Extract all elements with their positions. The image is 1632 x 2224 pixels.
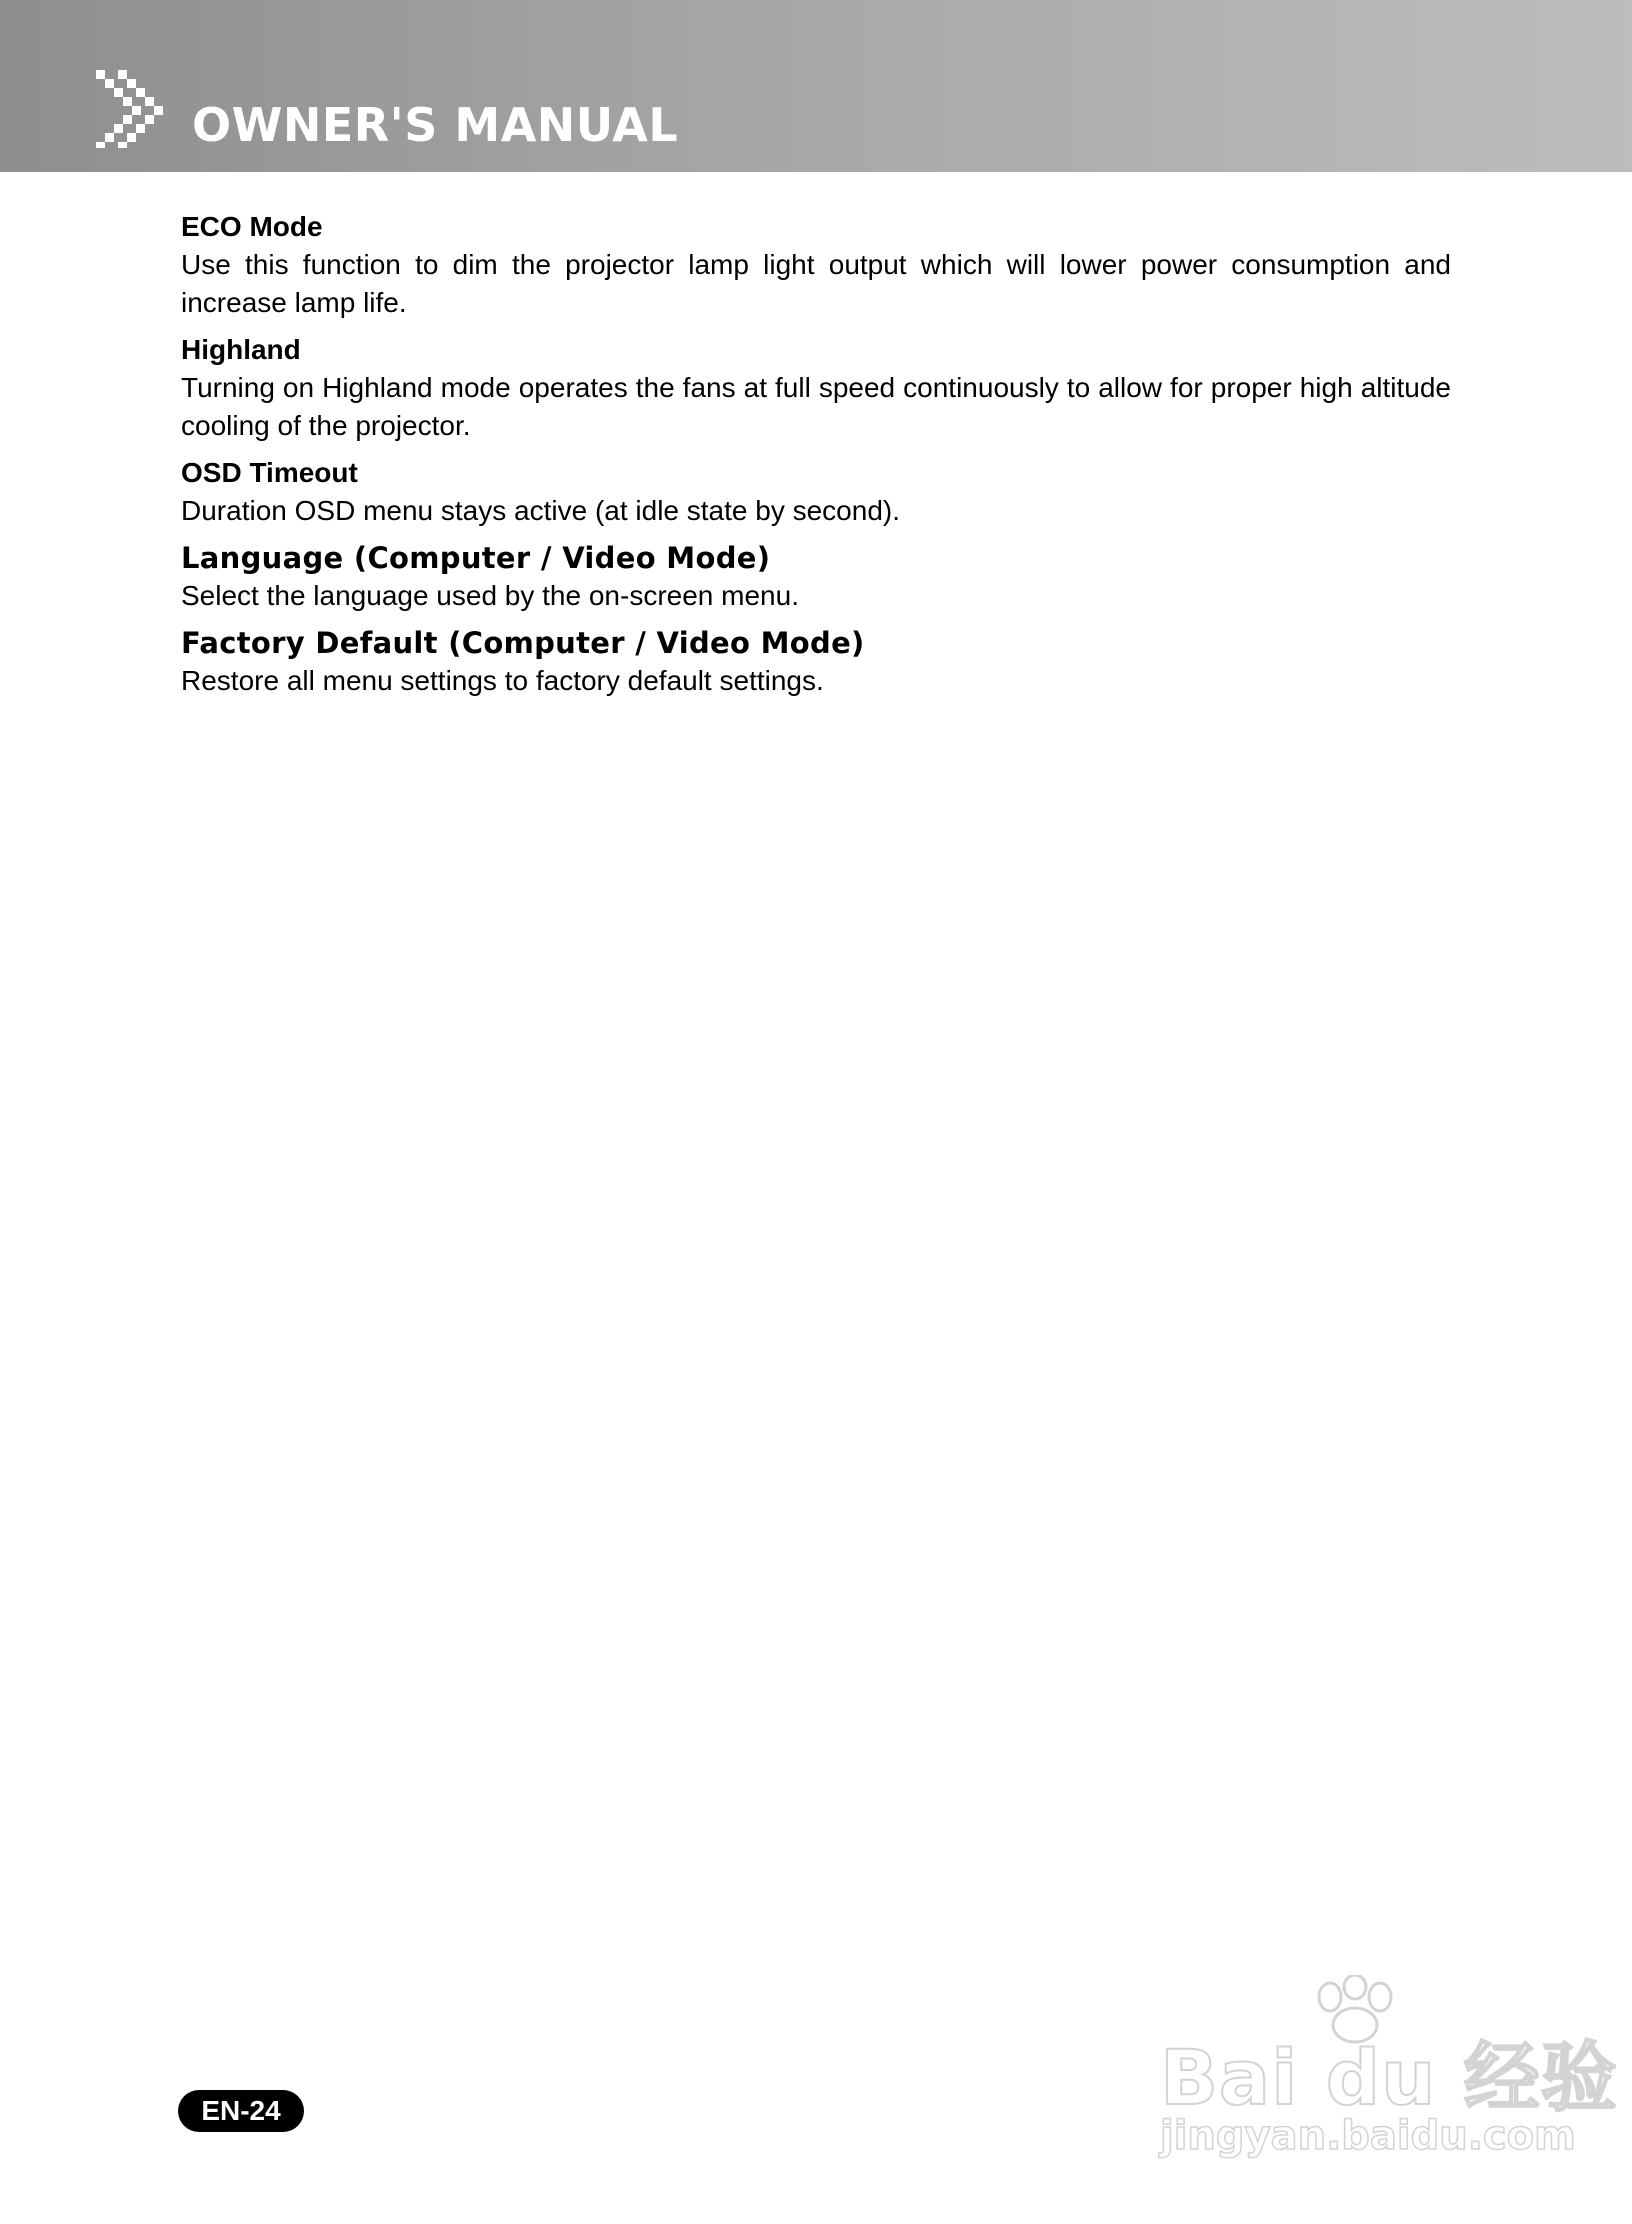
manual-content (181, 208, 1451, 700)
page-header (0, 0, 1632, 172)
section-heading: Factory Default (Computer / Video Mode) (181, 626, 865, 660)
section-osd-timeout (181, 454, 1451, 530)
section-text: Restore all menu settings to factory default settings. (181, 665, 824, 696)
page-title: OWNER'S MANUAL (192, 98, 679, 152)
watermark-brand: Bai du 经验 (1160, 2033, 1618, 2122)
section-highland (181, 331, 1451, 445)
section-text: Duration OSD menu stays active (at idle state by second). (181, 495, 900, 526)
section-heading: ECO Mode (181, 211, 323, 242)
section-heading: Highland (181, 334, 301, 365)
watermark (1150, 1975, 1618, 2175)
section-heading: OSD Timeout (181, 457, 358, 488)
section-heading: Language (Computer / Video Mode) (181, 541, 771, 575)
section-language (181, 539, 1451, 615)
section-text: Use this function to dim the projector lamp light output which will lower power consumption and increase lamp life. (181, 249, 1451, 318)
page-number-badge: EN-24 (178, 2090, 304, 2132)
section-text: Select the language used by the on-screen menu. (181, 580, 799, 611)
section-text: Turning on Highland mode operates the fans at full speed continuously to allow for proper high altitude cooling of the projector. (181, 372, 1451, 441)
double-chevron-pixel-icon (96, 70, 168, 148)
watermark-url: jingyan.baidu.com (1160, 2113, 1576, 2159)
section-factory-default (181, 624, 1451, 700)
section-eco-mode (181, 208, 1451, 322)
